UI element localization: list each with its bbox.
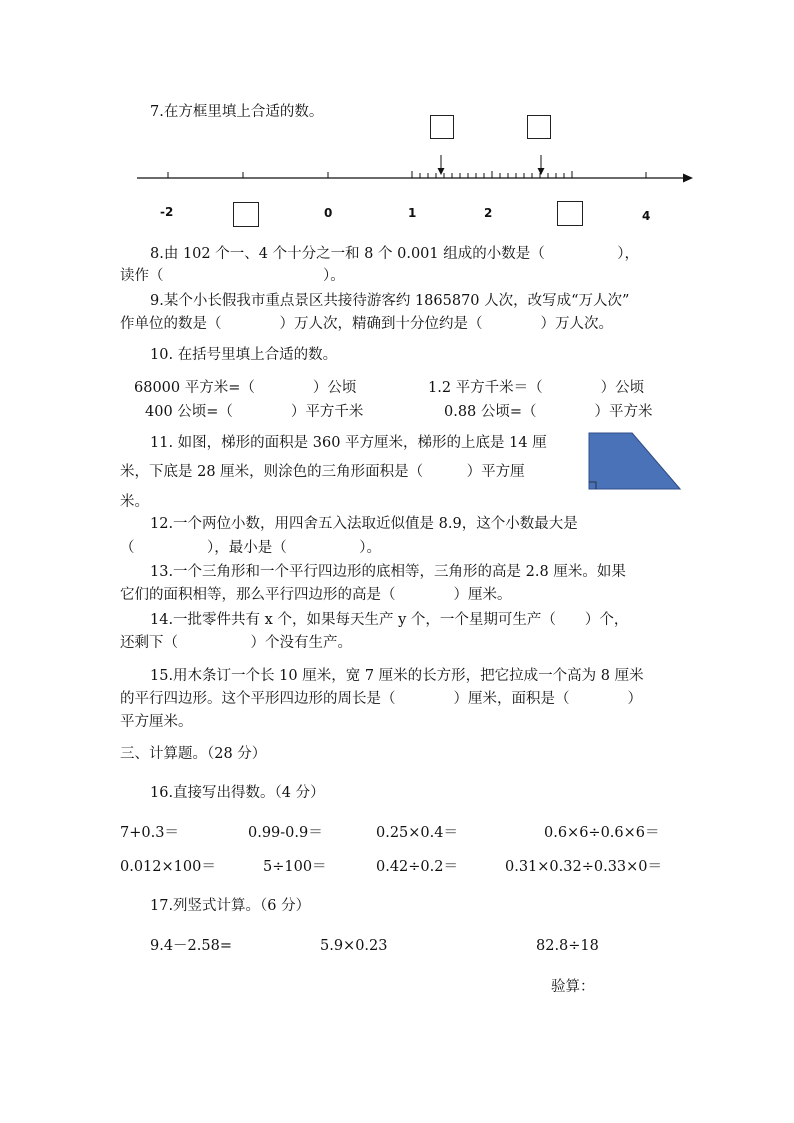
q16-r1-c3: 0.25×0.4＝ [376, 825, 458, 841]
q16-r1-c4: 0.6×6÷0.6×6＝ [544, 825, 660, 841]
q13-line1: 13.一个三角形和一个平行四边形的底相等，三角形的高是 2.8 厘米。如果 [150, 564, 626, 580]
number-label: 4 [642, 209, 651, 223]
q17-check-label: 验算： [551, 979, 595, 995]
q8-line2: 读作（ ）。 [120, 268, 345, 284]
q11-line2: 米，下底是 28 厘米，则涂色的三角形面积是（ ）平方厘 [120, 464, 525, 480]
q17-item-2: 5.9×0.23 [320, 938, 388, 954]
q17-item-1: 9.4－2.58= [150, 938, 232, 954]
q14-line2: 还剩下（ ）个没有生产。 [120, 635, 352, 651]
q10-title: 10. 在括号里填上合适的数。 [150, 347, 338, 363]
q17-title: 17.列竖式计算。（6 分） [150, 898, 311, 914]
q15-line2: 的平行四边形。这个平形四边形的周长是（ ）厘米，面积是（ ） [120, 691, 642, 707]
q12-line1: 12.一个两位小数，用四舍五入法取近似值是 8.9，这个小数最大是 [150, 516, 578, 532]
q16-r1-c2: 0.99-0.9＝ [248, 825, 323, 841]
q16-title: 16.直接写出得数。（4 分） [150, 785, 325, 801]
down-arrow-icon [538, 155, 545, 175]
q9-line1: 9.某个小长假我市重点景区共接待游客约 1865870 人次，改写成“万人次” [150, 293, 630, 309]
q17-item-3: 82.8÷18 [536, 938, 599, 954]
q10-item-a: 68000 平方米=（ ）公顷 [134, 380, 357, 396]
number-label: 0 [324, 206, 333, 220]
q10-item-b: 1.2 平方千米＝（ ）公顷 [428, 380, 645, 396]
section3-title: 三、计算题。（28 分） [120, 746, 267, 762]
q11-line3: 米。 [120, 494, 149, 510]
number-line-arrow-icon [683, 174, 693, 183]
q9-line2: 作单位的数是（ ）万人次，精确到十分位约是（ ）万人次。 [120, 316, 613, 332]
q15-line3: 平方厘米。 [120, 714, 193, 730]
q16-r2-c2: 5÷100＝ [263, 859, 327, 875]
q16-r1-c1: 7+0.3＝ [120, 825, 179, 841]
q16-r2-c4: 0.31×0.32÷0.33×0＝ [505, 859, 663, 875]
number-line-ticks [168, 171, 646, 178]
number-label: 2 [484, 206, 493, 220]
q8-line1: 8.由 102 个一、4 个十分之一和 8 个 0.001 组成的小数是（ ）， [150, 246, 639, 262]
q10-item-d: 0.88 公顷=（ ）平方米 [444, 404, 653, 420]
number-label: 1 [408, 206, 417, 220]
q16-r2-c3: 0.42÷0.2＝ [376, 859, 458, 875]
q15-line1: 15.用木条订一个长 10 厘米，宽 7 厘米的长方形，把它拉成一个高为 8 厘米 [150, 668, 644, 684]
number-label: -2 [160, 205, 174, 219]
q13-line2: 它们的面积相等，那么平行四边形的高是（ ）厘米。 [120, 587, 512, 603]
q10-item-c: 400 公顷=（ ）平方千米 [145, 404, 364, 420]
q7-text: 7.在方框里填上合适的数。 [150, 104, 324, 120]
down-arrow-icon [438, 155, 445, 175]
q12-line2: （ ），最小是（ ）。 [120, 540, 381, 556]
q16-r2-c1: 0.012×100＝ [120, 859, 216, 875]
q14-line1: 14.一批零件共有 x 个，如果每天生产 y 个，一个星期可生产（ ）个， [150, 612, 629, 628]
q11-line1: 11. 如图，梯形的面积是 360 平方厘米，梯形的上底是 14 厘 [150, 435, 547, 451]
